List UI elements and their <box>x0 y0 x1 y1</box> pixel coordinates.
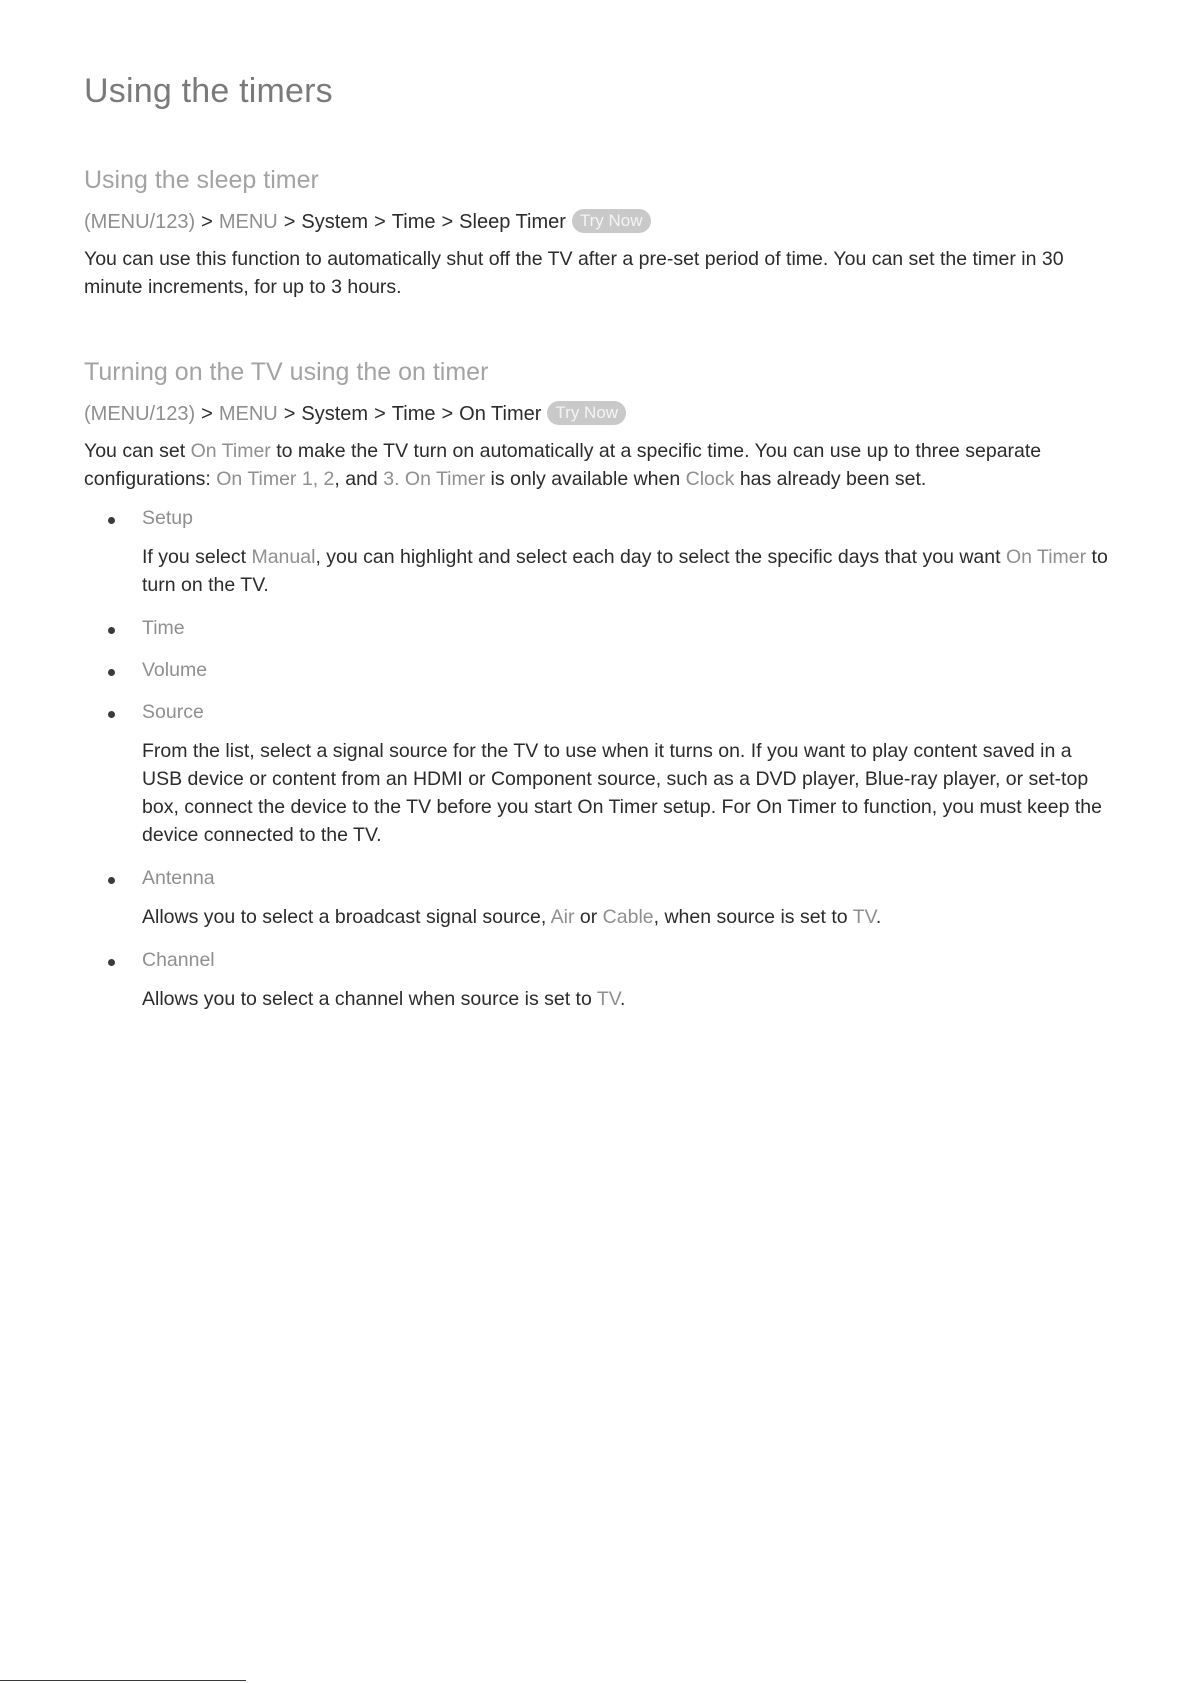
intro-highlight-on-timer: On Timer <box>404 468 486 490</box>
menu-path-system: System <box>301 211 369 233</box>
sleep-timer-menu-path <box>84 209 1114 235</box>
on-timer-settings-list <box>84 503 1114 1013</box>
desc-text: Allows you to select a broadcast signal source, <box>142 906 551 928</box>
desc-text: Allows you to select a channel when source is set to <box>142 988 597 1010</box>
bullet-icon <box>108 959 115 966</box>
menu-path-remote: (MENU/123) <box>84 211 196 233</box>
source-label: Source <box>142 701 204 723</box>
intro-highlight-2: 2 <box>323 468 335 490</box>
highlight-air: Air <box>550 906 575 928</box>
list-item-channel <box>84 945 1114 1013</box>
intro-highlight-3: 3 <box>383 468 395 490</box>
menu-path-menu: MENU <box>218 211 278 233</box>
desc-text: , when source is set to <box>653 906 853 928</box>
try-now-button[interactable]: Try Now <box>547 401 626 425</box>
intro-highlight-clock: Clock <box>685 468 735 490</box>
bullet-icon <box>108 877 115 884</box>
desc-text: to turn on the TV. <box>142 546 1108 596</box>
intro-text: is only available when <box>485 468 686 490</box>
menu-path-time: Time <box>391 403 436 425</box>
menu-path-time: Time <box>391 211 436 233</box>
menu-path-separator: > <box>441 403 454 425</box>
bullet-icon <box>108 627 115 634</box>
highlight-tv: TV <box>596 988 621 1010</box>
antenna-description <box>142 903 1114 931</box>
desc-text: or <box>574 906 603 928</box>
setup-description <box>142 543 1114 599</box>
list-item-time <box>84 613 1114 643</box>
intro-text: has already been set. <box>734 468 927 490</box>
intro-text: . <box>394 468 405 490</box>
on-timer-heading: Turning on the TV using the on timer <box>84 358 489 386</box>
menu-path-separator: > <box>374 211 386 233</box>
channel-label: Channel <box>142 949 215 971</box>
intro-text: , and <box>334 468 384 490</box>
source-description: From the list, select a signal source for the TV to use when it turns on. If you want to play content saved in a USB device or content from an HDMI or Component source, such as a DVD player, Blue-ray player, or set-top box, connect the device to the TV before you start On Timer setup. For On Timer to function, you must keep the device connected to the TV. <box>142 740 1102 846</box>
menu-path-separator: > <box>283 211 296 233</box>
intro-highlight-on-timer-1: On Timer 1 <box>216 468 313 490</box>
footer-rule <box>0 1680 246 1681</box>
on-timer-menu-path <box>84 401 1114 427</box>
highlight-manual: Manual <box>251 546 316 568</box>
sleep-timer-section <box>84 166 1114 301</box>
menu-path-separator: > <box>441 211 454 233</box>
desc-text: . <box>875 906 882 928</box>
channel-description <box>142 985 1114 1013</box>
intro-text: to make the TV turn on automatically at a specific time. You can use up to three separate configurations: <box>84 440 1042 490</box>
on-timer-intro <box>84 437 1114 493</box>
volume-label: Volume <box>142 659 208 681</box>
menu-path-separator: > <box>374 403 386 425</box>
menu-path-menu: MENU <box>218 403 278 425</box>
antenna-label: Antenna <box>142 867 215 889</box>
time-label: Time <box>142 617 185 639</box>
desc-text: If you select <box>142 546 252 568</box>
intro-text: You can set <box>84 440 191 462</box>
setup-label: Setup <box>142 507 193 529</box>
page-title: Using the timers <box>84 72 333 110</box>
sleep-timer-heading: Using the sleep timer <box>84 166 319 194</box>
bullet-icon <box>108 517 115 524</box>
desc-text: , you can highlight and select each day to select the specific days that you want <box>315 546 1006 568</box>
bullet-icon <box>108 669 115 676</box>
menu-path-separator: > <box>201 403 213 425</box>
try-now-button[interactable]: Try Now <box>572 209 651 233</box>
bullet-icon <box>108 711 115 718</box>
intro-text: , <box>312 468 324 490</box>
menu-path-system: System <box>301 403 369 425</box>
menu-path-separator: > <box>201 211 213 233</box>
highlight-cable: Cable <box>602 906 654 928</box>
intro-highlight-on-timer: On Timer <box>190 440 271 462</box>
list-item-volume <box>84 655 1114 685</box>
sleep-timer-description: You can use this function to automatically shut off the TV after a pre-set period of time. You can set the timer in 30 minute increments, for up to 3 hours. <box>84 248 1064 298</box>
list-item-setup <box>84 503 1114 599</box>
menu-path-sleep-timer: Sleep Timer <box>459 211 566 233</box>
on-timer-section <box>84 358 1114 1013</box>
list-item-antenna <box>84 863 1114 931</box>
highlight-on-timer: On Timer <box>1005 546 1087 568</box>
menu-path-remote: (MENU/123) <box>84 403 196 425</box>
menu-path-on-timer: On Timer <box>459 403 542 425</box>
list-item-source <box>84 697 1114 849</box>
highlight-tv: TV <box>852 906 876 928</box>
desc-text: . <box>620 988 626 1010</box>
menu-path-separator: > <box>283 403 296 425</box>
